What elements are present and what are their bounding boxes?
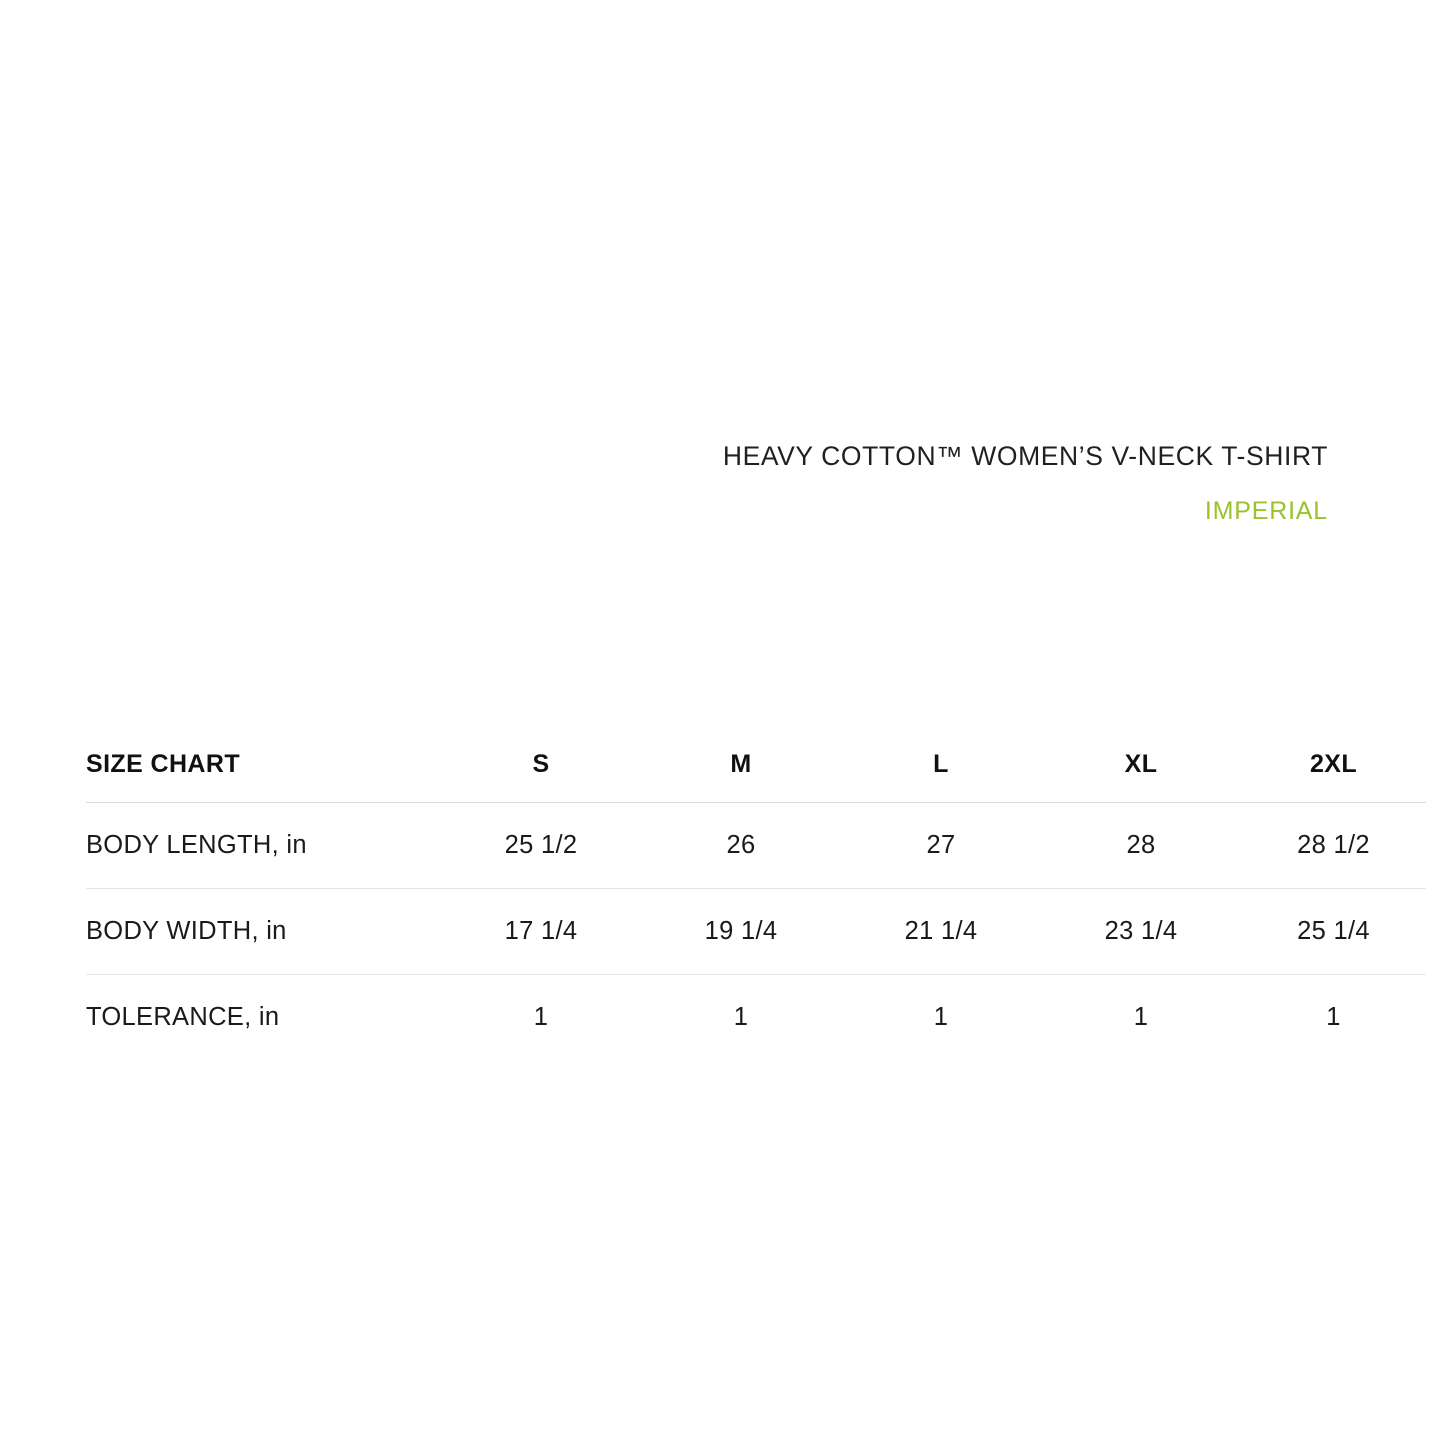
table-header-row	[86, 726, 1426, 803]
cell-body-width-2xl: 25 1/4	[1241, 889, 1426, 975]
table-row	[86, 803, 1426, 889]
row-label-body-width: BODY WIDTH, in	[86, 889, 441, 975]
cell-body-width-s: 17 1/4	[441, 889, 641, 975]
cell-tolerance-s: 1	[533, 1003, 549, 1031]
cell-body-length-m: 26	[641, 803, 841, 889]
size-chart-table-wrapper	[86, 726, 1370, 1060]
unit-system-label: IMPERIAL	[1204, 497, 1328, 526]
document-header	[723, 440, 1328, 526]
cell-body-length-s: 25 1/2	[441, 803, 641, 889]
table-row	[86, 975, 1426, 1061]
table-row	[86, 889, 1426, 975]
column-header-s: S	[441, 726, 641, 803]
cell-body-length-2xl: 28 1/2	[1241, 803, 1426, 889]
column-header-m: M	[641, 726, 841, 803]
cell-tolerance-2xl: 1	[1326, 1003, 1341, 1031]
page-title: HEAVY COTTON™ WOMEN’S V-NECK T-SHIRT	[722, 441, 1328, 471]
cell-body-width-m: 19 1/4	[641, 889, 841, 975]
cell-tolerance-m: 1	[733, 1003, 749, 1031]
table-corner-label: SIZE CHART	[86, 726, 441, 803]
size-chart-table	[86, 726, 1426, 1060]
cell-body-width-l: 21 1/4	[841, 889, 1041, 975]
row-label-body-length: BODY LENGTH, in	[86, 803, 441, 889]
cell-body-length-xl: 28	[1041, 803, 1241, 889]
row-label-tolerance: TOLERANCE, in	[86, 1003, 280, 1031]
column-header-l: L	[841, 726, 1041, 803]
cell-tolerance-l: 1	[933, 1003, 949, 1031]
cell-tolerance-xl: 1	[1133, 1003, 1149, 1031]
column-header-xl: XL	[1041, 726, 1241, 803]
cell-body-length-l: 27	[841, 803, 1041, 889]
cell-body-width-xl: 23 1/4	[1041, 889, 1241, 975]
column-header-2xl: 2XL	[1241, 726, 1426, 803]
